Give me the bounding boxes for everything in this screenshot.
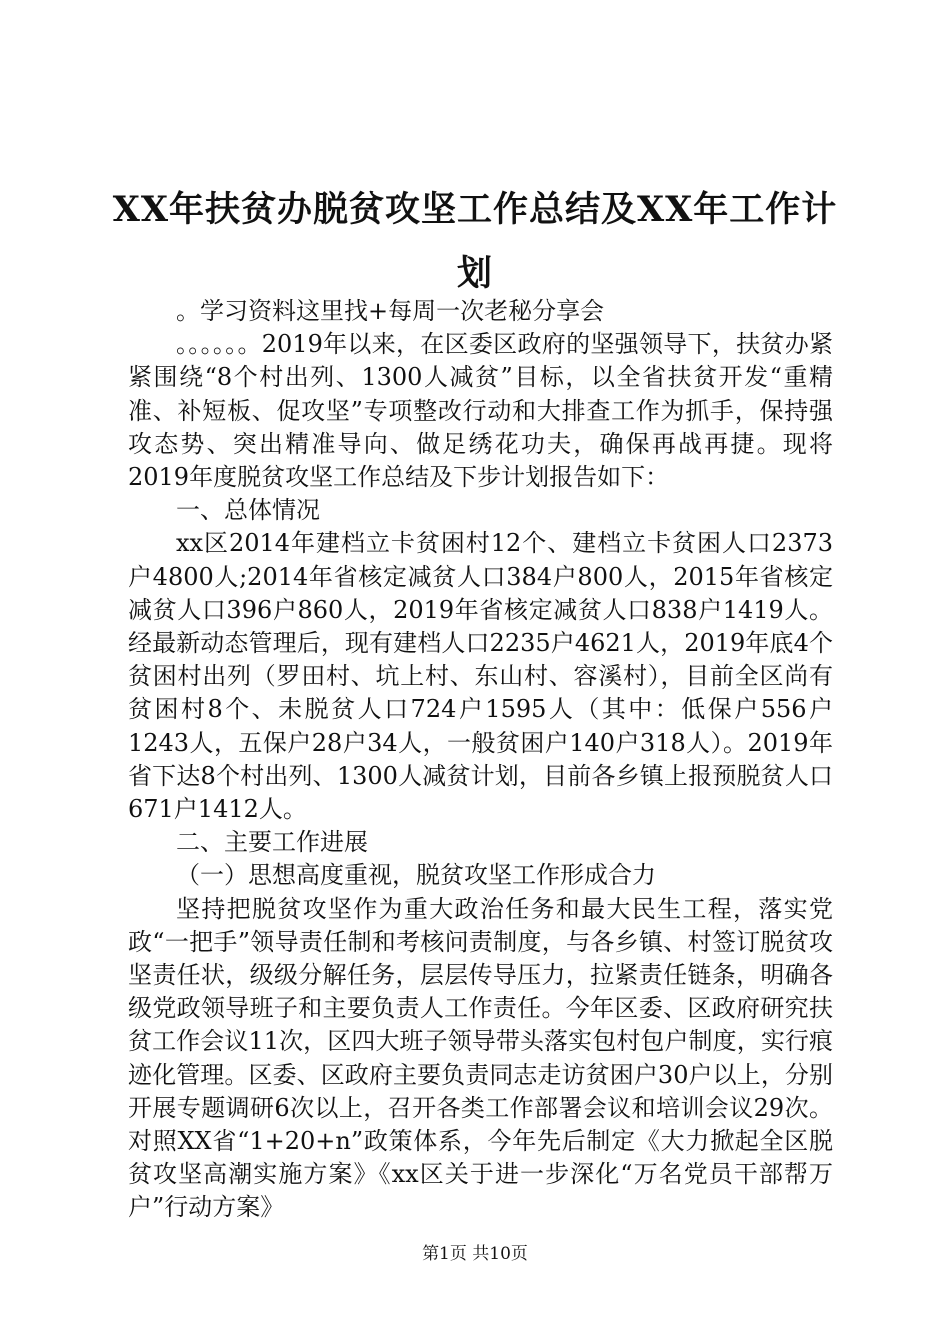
paragraph-progress-1: 坚持把脱贫攻坚作为重大政治任务和最大民生工程，落实党政“一把手”领导责任制和考核问责制度，与各乡镇、村签订脱贫攻坚责任状，级级分解任务，层层传导压力，拉紧责任链条，明确各级党政领导班子和主要负责人工作责任。今年区委、区政府研究扶贫工作会议11次，区四大班子领导带头落实包村包户制度，实行痕迹化管理。区委、区政府主要负责同志走访贫困户30户以上，分别开展专题调研6次以上，召开各类工作部署会议和培训会议29次。对照XX省“1+20+n”政策体系，今年先后制定《大力掀起全区脱贫攻坚高潮实施方案》《xx区关于进一步深化“万名党员干部帮万户”行动方案》 (128, 894, 833, 1222)
document-title: XX年扶贫办脱贫攻坚工作总结及XX年工作计划 (112, 189, 838, 294)
section-heading-overview: 一、总体情况 (176, 496, 320, 525)
subsection-heading-1: （一）思想高度重视，脱贫攻坚工作形成合力 (176, 861, 656, 890)
section-heading-progress: 二、主要工作进展 (176, 828, 368, 857)
paragraph-intro-note: 。学习资料这里找+每周一次老秘分享会 (176, 297, 605, 325)
paragraph-overview: xx区2014年建档立卡贫困村12个、建档立卡贫困人口2373户4800人;2014年省核定减贫人口384户800人，2015年省核定减贫人口396户860人，2019年省核定减贫人口838户1419人。经最新动态管理后，现有建档人口2235户4621人，2019年底4个贫困村出列（罗田村、坑上村、东山村、容溪村），目前全区尚有贫困村8个、未脱贫人口724户1595人（其中：低保户556户1243人，五保户28户34人，一般贫困户140户318人）。2019年省下达8个村出列、1300人减贫计划，目前各乡镇上报预脱贫人口671户1412人。 (128, 529, 833, 824)
paragraph-introduction: 。。。。。。2019年以来，在区委区政府的坚强领导下，扶贫办紧紧围绕“8个村出列、1300人减贫”目标，以全省扶贫开发“重精准、补短板、促攻坚”专项整改行动和大排查工作为抓手，保持强攻态势、突出精准导向、做足绣花功夫，确保再战再捷。现将2019年度脱贫攻坚工作总结及下步计划报告如下： (128, 330, 833, 492)
document-body (128, 295, 833, 1225)
page-number-footer: 第1页 共10页 (422, 1244, 528, 1264)
